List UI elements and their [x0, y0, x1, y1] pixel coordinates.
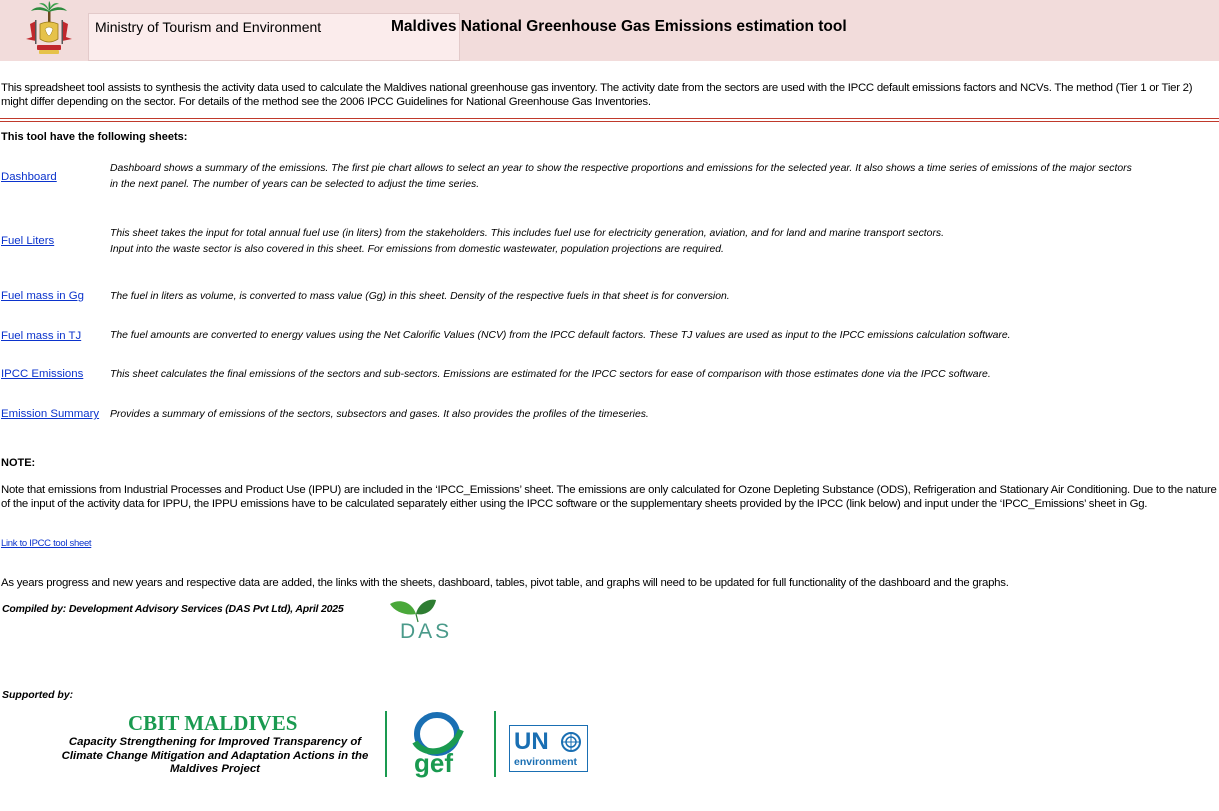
intro-paragraph: This spreadsheet tool assists to synthesis the activity data used to calculate the Maldives national greenhouse gas inventory. The activity date from the sectors are used with the IPCC default emissions factors and NCVs. The method (Tier 1 or Tier 2) might differ depending on the sector. For details of the method see the 2006 IPCC Guidelines for National Greenhouse Gas Inventories. [1, 82, 1193, 108]
note-heading: NOTE: [1, 457, 36, 469]
gef-logo-text: gef [414, 748, 453, 778]
ministry-name: Ministry of Tourism and Environment [95, 19, 322, 35]
divider-line [0, 118, 1219, 119]
divider-line [0, 121, 1219, 122]
logo-divider [385, 711, 387, 777]
das-logo-text: DAS [400, 620, 453, 643]
fuel-liters-link[interactable]: Fuel Liters [1, 235, 55, 247]
fuel-mass-tj-description [110, 328, 1215, 344]
unep-env-text: environment [514, 756, 578, 768]
maldives-emblem-icon [22, 1, 76, 57]
description-line: Provides a summary of emissions of the sectors, subsectors and gases. It also provides the profiles of the timeseries. [110, 409, 649, 420]
unep-logo [509, 725, 588, 772]
emission-summary-description [110, 407, 1215, 423]
gef-logo [405, 712, 469, 776]
description-line: Input into the waste sector is also covered in this sheet. For emissions from domestic wastewater, population projections are required. [110, 244, 724, 255]
das-leaf-logo [386, 598, 466, 648]
cbit-title: CBIT MALDIVES [128, 711, 298, 735]
sheets-heading: This tool have the following sheets: [1, 131, 188, 143]
note-paragraph: Note that emissions from Industrial Processes and Product Use (IPPU) are included in the ‘IPCC_Emissions’ sheet. The emissions are only calculated for Ozone Depleting Substance (ODS), Refrigeration and Stationary Air Conditioning. Due to the nature of the input of the activity data for IPPU, the IPPU emissions have to be calculated separately either using the IPCC software or the supplementary sheets provided by the IPCC (link below) and input under the ‘IPCC_Emissions’ sheet in Gg. [1, 484, 1217, 510]
emission-summary-link[interactable]: Emission Summary [1, 408, 100, 420]
fuel-mass-gg-description [110, 289, 1215, 305]
cbit-subtitle: Capacity Strengthening for Improved Transparency of Climate Change Mitigation and Adaptation Actions in the Maldives Project [61, 736, 369, 775]
fuel-mass-tj-link[interactable]: Fuel mass in TJ [1, 330, 82, 342]
fuel-mass-gg-link[interactable]: Fuel mass in Gg [1, 290, 84, 302]
unep-un-text: UN [514, 728, 549, 755]
fuel-liters-description [110, 226, 1215, 258]
ipcc-tool-link[interactable]: Link to IPCC tool sheet [1, 538, 92, 549]
description-line: This sheet takes the input for total annual fuel use (in liters) from the stakeholders. This includes fuel use for electricity generation, aviation, and for land and marine transport sectors. [110, 228, 944, 239]
years-note: As years progress and new years and respective data are added, the links with the sheets, dashboard, tables, pivot table, and graphs will need to be updated for full functionality of the dashboard and the graphs. [1, 577, 1009, 589]
ipcc-emissions-link[interactable]: IPCC Emissions [1, 368, 84, 380]
description-line: The fuel amounts are converted to energy values using the Net Calorific Values (NCV) from the IPCC default factors. These TJ values are used as input to the IPCC emissions calculation software. [110, 330, 1011, 341]
description-line: in the next panel. The number of years can be selected to adjust the time series. [110, 179, 480, 190]
logo-divider [494, 711, 496, 777]
ipcc-emissions-description [110, 367, 1215, 383]
description-line: Dashboard shows a summary of the emissions. The first pie chart allows to select an year to show the respective proportions and emissions for the selected year. It also shows a time series of emissions of the major sectors [110, 163, 1132, 174]
page-title: Maldives National Greenhouse Gas Emissions estimation tool [391, 18, 847, 35]
un-emblem-icon [560, 731, 582, 753]
description-line: The fuel in liters as volume, is converted to mass value (Gg) in this sheet. Density of the respective fuels in that sheet is for conversion. [110, 291, 730, 302]
compiled-by: Compiled by: Development Advisory Services (DAS Pvt Ltd), April 2025 [2, 603, 344, 615]
dashboard-description [110, 161, 1215, 193]
dashboard-link[interactable]: Dashboard [1, 171, 57, 183]
description-line: This sheet calculates the final emissions of the sectors and sub-sectors. Emissions are estimated for the IPCC sectors for ease of comparison with those estimates done via the IPCC software. [110, 369, 991, 380]
supported-by: Supported by: [2, 689, 74, 701]
